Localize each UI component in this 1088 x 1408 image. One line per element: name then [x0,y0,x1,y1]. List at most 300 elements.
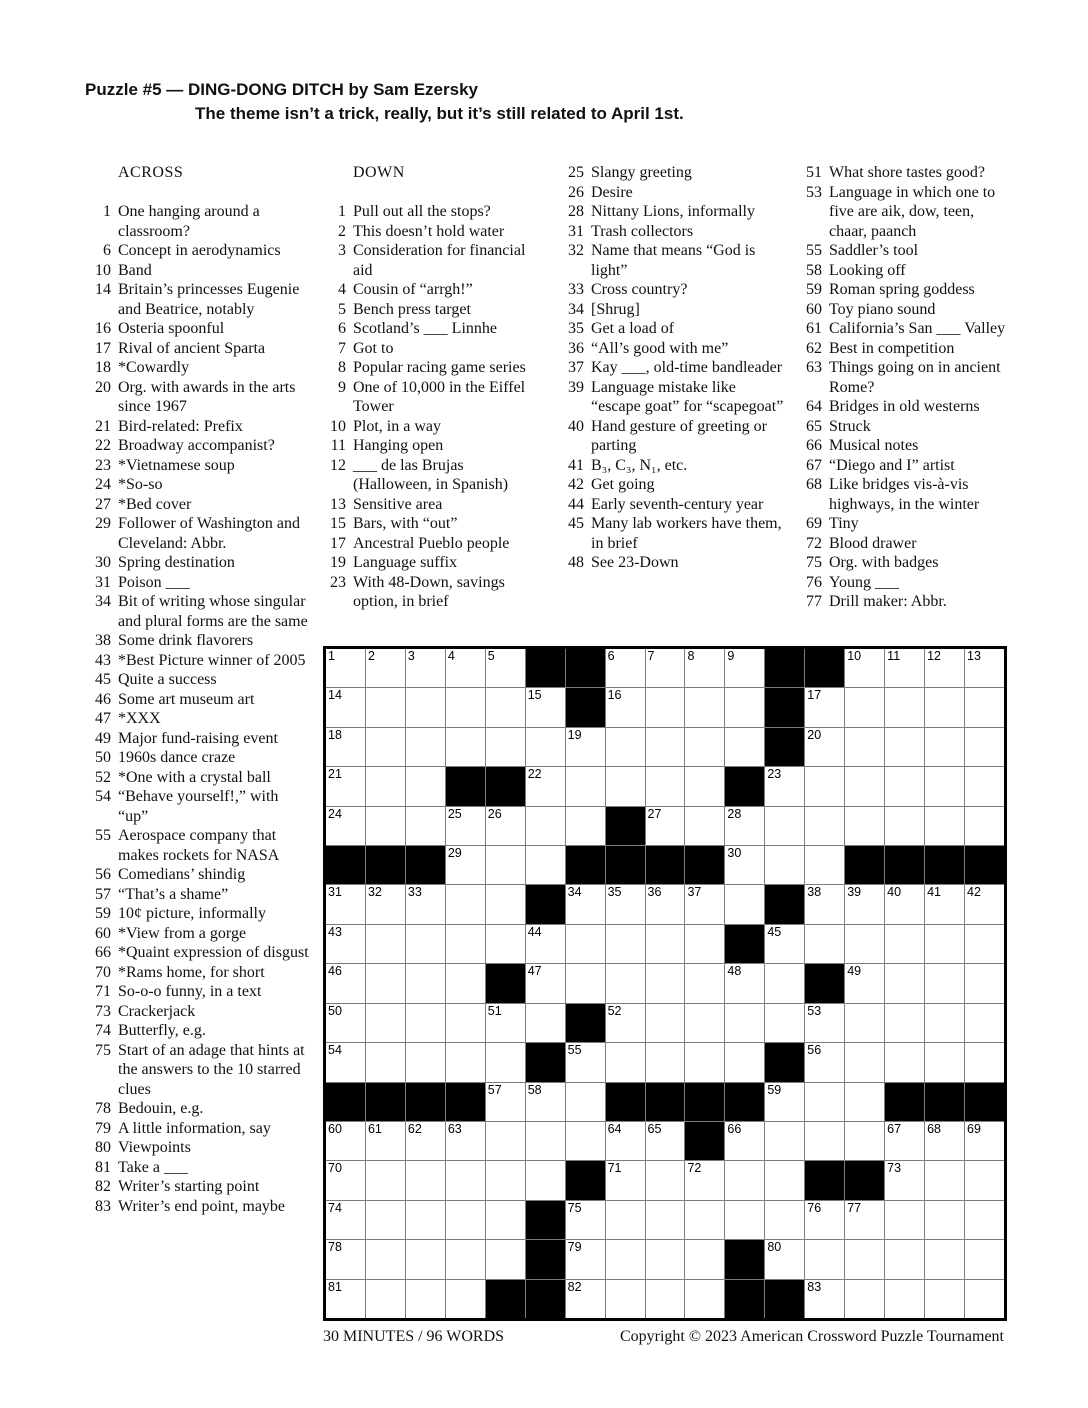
grid-cell [326,807,365,845]
clue-item [796,592,1010,612]
grid-cell-number: 46 [328,964,342,979]
grid-cell [965,1280,1004,1318]
grid-cell [765,1201,804,1239]
grid-cell [366,807,405,845]
grid-cell [725,1122,764,1160]
grid-cell-number: 69 [967,1121,981,1136]
grid-cell [925,1122,964,1160]
clue-number: 40 [568,417,584,435]
clue-number: 34 [95,593,111,610]
grid-cell [765,1240,804,1278]
clue-text: Quite a success [118,671,217,688]
clue-text: Get a load of [591,320,675,337]
grid-cell-number: 83 [807,1279,822,1294]
clue-text: *Vietnamese soup [118,456,235,474]
clue-text: What shore tastes good? [829,164,985,181]
clue-number: 55 [806,242,822,259]
clue-number: 32 [568,242,584,259]
grid-cell-number: 6 [607,649,615,663]
clue-text: Writer’s end point, maybe [118,1197,286,1215]
clue-number: 22 [95,437,111,454]
clue-number: 24 [95,476,111,493]
clue-item [320,514,542,534]
clue-number: 42 [568,476,584,493]
grid-cell [685,885,724,923]
clue-item [558,280,788,300]
grid-cell [366,1240,405,1278]
clue-item [320,417,542,437]
grid-cell [606,1280,645,1318]
grid-cell-number: 80 [767,1240,782,1255]
grid-cell [845,1083,884,1121]
clue-item [558,339,788,359]
clue-text: Start of an adage that hints at the answers to the 10 starred clues [118,1041,305,1098]
grid-cell [326,1122,365,1160]
grid-cell-number: 30 [727,846,742,861]
puzzle-subtitle: The theme isn’t a trick, really, but it’s still related to April 1st. [195,104,684,123]
grid-cell [526,1083,565,1121]
grid-cell [925,728,964,766]
clue-text: *View from a gorge [118,924,247,942]
grid-cell-number: 60 [328,1121,342,1136]
clue-text: Desire [591,183,633,201]
clue-item [796,456,1010,476]
clue-text: *Cowardly [118,359,190,376]
clue-item [85,261,311,281]
grid-cell-number: 54 [328,1043,342,1058]
grid-cell [366,1280,405,1318]
clue-item [796,534,1010,554]
grid-cell [406,1043,445,1081]
grid-cell [805,807,844,845]
grid-cell [366,767,405,805]
clue-item [85,748,311,768]
clue-number: 49 [95,729,111,747]
grid-cell [566,1240,605,1278]
clue-item [85,378,311,417]
grid-cell-black [526,1043,565,1081]
grid-cell-number: 37 [687,885,702,900]
grid-cell [366,1004,405,1042]
grid-cell [406,1122,445,1160]
grid-cell-number: 7 [647,649,655,663]
clue-text: Comedians’ shindig [118,866,246,883]
grid-cell-number: 66 [727,1121,742,1136]
clue-text: Broadway accompanist? [118,437,275,454]
clue-number: 75 [806,554,822,571]
grid-cell [925,649,964,687]
grid-cell-number: 53 [807,1003,822,1018]
grid-cell [685,649,724,687]
clue-number: 60 [95,924,111,942]
grid-cell [566,767,605,805]
clue-number: 8 [338,359,346,376]
clue-number: 81 [95,1158,111,1176]
grid-cell-number: 23 [767,767,782,782]
clue-text: One hanging around a classroom? [118,203,260,240]
grid-cell [566,1083,605,1121]
clue-item [85,904,311,924]
clue-number: 60 [806,300,822,318]
clue-text: One of 10,000 in the Eiffel Tower [353,378,526,415]
grid-cell-number: 68 [927,1121,942,1136]
clue-number: 18 [95,359,111,376]
clue-item [796,358,1010,397]
grid-cell-number: 35 [607,885,622,900]
grid-cell [486,846,525,884]
grid-cell [646,885,685,923]
grid-cell-black [765,885,804,923]
grid-cell [406,649,445,687]
grid-cell-black [486,1280,525,1318]
grid-cell-black [925,1083,964,1121]
grid-cell [685,964,724,1002]
grid-cell [765,767,804,805]
grid-cell-black [606,807,645,845]
grid-cell [805,885,844,923]
grid-cell [486,885,525,923]
grid-cell [845,925,884,963]
grid-cell-number: 10 [847,649,862,663]
grid-cell [526,925,565,963]
grid-cell [925,1043,964,1081]
clue-number: 23 [330,573,346,591]
grid-cell [606,1201,645,1239]
grid-cell [685,728,724,766]
clue-text: *So-so [118,476,163,493]
grid-cell [885,1280,924,1318]
clue-number: 17 [330,534,346,552]
clue-text: Drill maker: Abbr. [829,593,947,610]
grid-cell [486,688,525,726]
grid-cell-black [526,885,565,923]
clue-item [85,709,311,729]
clue-text: Butterfly, e.g. [118,1022,206,1039]
grid-cell [526,1122,565,1160]
grid-cell [885,649,924,687]
grid-cell-number: 22 [527,767,542,782]
grid-cell-number: 38 [807,885,822,900]
grid-cell [725,807,764,845]
clue-text: Bridges in old westerns [829,398,980,415]
grid-cell [486,1240,525,1278]
grid-cell-number: 32 [367,885,382,900]
grid-cell [406,1240,445,1278]
grid-cell-black [885,846,924,884]
clue-item [85,826,311,865]
grid-cell [606,885,645,923]
grid-cell [446,1043,485,1081]
grid-cell [606,964,645,1002]
grid-cell [965,688,1004,726]
grid-cell [725,688,764,726]
clue-text: California’s San ___ Valley [829,320,1006,337]
grid-cell-number: 24 [328,806,342,821]
clue-number: 80 [95,1139,111,1156]
grid-cell-number: 39 [847,885,862,900]
clue-text: Blood drawer [829,534,917,552]
clue-number: 53 [806,183,822,201]
grid-cell [925,807,964,845]
grid-cell [486,925,525,963]
grid-cell [646,1004,685,1042]
grid-cell [845,728,884,766]
clue-number: 11 [330,437,346,454]
grid-cell-black [566,846,605,884]
grid-cell-number: 73 [887,1161,902,1176]
grid-cell-number: 75 [567,1200,582,1215]
clue-item [558,378,788,417]
clue-item [85,670,311,690]
clue-item [320,456,542,495]
grid-cell [486,1161,525,1199]
clue-item [85,943,311,963]
grid-cell-black [526,1280,565,1318]
grid-cell [326,1161,365,1199]
grid-cell [646,688,685,726]
clue-text: Tiny [829,515,859,532]
clue-item [85,553,311,573]
grid-cell-number: 61 [367,1121,382,1136]
grid-cell-number: 48 [727,964,742,979]
grid-cell [725,728,764,766]
grid-cell-number: 78 [328,1240,342,1255]
clue-text: Writer’s starting point [118,1178,260,1195]
clue-number: 61 [806,320,822,337]
clue-number: 78 [95,1100,111,1117]
clue-item [796,553,1010,573]
grid-cell [566,1201,605,1239]
grid-cell-number: 12 [927,649,942,663]
grid-cell [765,1083,804,1121]
clue-text: Cross country? [591,281,688,298]
grid-cell [606,1161,645,1199]
clue-number: 66 [806,437,822,454]
clue-item [85,514,311,553]
clue-number: 36 [568,339,584,357]
clue-number: 67 [806,456,822,474]
grid-cell [526,1161,565,1199]
clue-text: “That’s a shame” [118,885,229,903]
grid-cell [526,767,565,805]
clue-item [85,1041,311,1100]
grid-cell [366,925,405,963]
grid-cell [965,1240,1004,1278]
grid-cell [765,1004,804,1042]
grid-cell-black [526,1240,565,1278]
grid-cell [486,807,525,845]
clue-number: 59 [806,281,822,298]
grid-cell [446,807,485,845]
clue-list-header: ACROSS [118,164,184,181]
grid-cell [725,964,764,1002]
grid-cell [446,649,485,687]
clue-list-header: DOWN [353,164,405,181]
clue-item [796,163,1010,183]
grid-cell [486,649,525,687]
grid-cell [606,925,645,963]
grid-cell [366,885,405,923]
clue-item [85,417,311,437]
grid-cell [446,964,485,1002]
grid-cell-black [965,846,1004,884]
grid-cell-black [326,1083,365,1121]
clue-item [796,475,1010,514]
grid-cell [845,1122,884,1160]
grid-cell [326,925,365,963]
clue-item [796,261,1010,281]
clue-item [796,319,1010,339]
clue-text: Nittany Lions, informally [591,203,755,220]
clue-text: Aerospace company that makes rockets for NASA [118,827,280,864]
clue-number: 62 [806,339,822,357]
clue-number: 50 [95,749,111,766]
grid-cell [965,1201,1004,1239]
clue-number: 70 [95,963,111,981]
grid-cell-number: 40 [887,885,902,900]
grid-cell [526,807,565,845]
grid-cell [725,1201,764,1239]
grid-cell-number: 64 [607,1121,622,1136]
clue-number: 72 [806,534,822,552]
grid-cell [366,1161,405,1199]
grid-cell [965,649,1004,687]
grid-cell [805,1043,844,1081]
clue-number: 2 [338,222,346,240]
grid-cell [845,1201,884,1239]
grid-cell [526,688,565,726]
clue-text: Struck [829,417,871,435]
grid-cell [566,728,605,766]
clue-item [85,495,311,515]
clue-number: 20 [95,378,111,396]
clue-text: Viewpoints [118,1139,191,1156]
clue-item [85,319,311,339]
grid-cell-number: 2 [367,649,375,663]
grid-cell [765,964,804,1002]
grid-cell [446,728,485,766]
grid-cell-number: 19 [567,727,582,742]
clue-number: 57 [95,885,111,903]
grid-cell-number: 49 [847,964,862,979]
grid-cell [885,728,924,766]
clue-number: 31 [568,222,584,240]
grid-cell-black [725,1083,764,1121]
grid-cell-number: 59 [767,1082,782,1097]
grid-cell-number: 79 [567,1240,582,1255]
grid-cell [725,1043,764,1081]
clue-number: 6 [103,242,111,259]
clue-item [320,534,542,554]
clue-text: Osteria spoonful [118,320,225,337]
clue-text: Language suffix [353,554,458,571]
grid-cell [526,964,565,1002]
grid-cell [925,1201,964,1239]
grid-cell-black [606,846,645,884]
clue-number: 76 [806,573,822,591]
grid-cell [805,688,844,726]
grid-cell-number: 3 [407,649,415,663]
grid-cell-number: 28 [727,806,742,821]
grid-cell [566,1043,605,1081]
clue-item [85,924,311,944]
clue-text: Pull out all the stops? [353,203,491,220]
clue-item [796,183,1010,242]
grid-cell-number: 15 [527,688,542,703]
grid-cell [446,1004,485,1042]
clue-text: *Bed cover [118,495,192,513]
clue-item [796,280,1010,300]
clue-text: Kay ___, old-time bandleader [591,359,783,376]
grid-cell-black [406,846,445,884]
grid-cell [486,1004,525,1042]
grid-cell [965,1004,1004,1042]
grid-cell [486,728,525,766]
grid-cell [685,1280,724,1318]
clue-number: 46 [95,690,111,708]
clue-item [85,1177,311,1197]
clue-text: Got to [353,339,394,357]
grid-cell [446,1240,485,1278]
clue-item [320,553,542,573]
clue-item [85,1021,311,1041]
grid-cell-number: 81 [328,1279,342,1294]
grid-cell-black [765,1280,804,1318]
clue-text: Get going [591,476,655,493]
grid-cell-number: 62 [407,1121,422,1136]
grid-cell [845,807,884,845]
grid-cell [805,767,844,805]
clue-number: 27 [95,495,111,513]
clue-number: 39 [568,378,584,396]
clue-number: 44 [568,495,584,513]
grid-cell [725,1161,764,1199]
crossword-grid [323,646,1007,1321]
grid-cell [486,1043,525,1081]
grid-cell [406,688,445,726]
grid-cell [685,1240,724,1278]
grid-cell-black [725,767,764,805]
grid-cell-number: 34 [567,885,582,900]
clue-text: Take a ___ [118,1158,188,1176]
grid-cell-number: 70 [328,1161,342,1176]
grid-cell [765,1122,804,1160]
grid-cell [406,964,445,1002]
grid-cell-number: 41 [927,885,942,900]
clue-text: Some art museum art [118,690,255,708]
clue-text: Bars, with “out” [353,515,458,532]
grid-cell [805,1280,844,1318]
clue-text: Popular racing game series [353,359,526,376]
grid-cell [685,1004,724,1042]
grid-cell-number: 33 [407,885,422,900]
clue-text: Crackerjack [118,1002,196,1020]
clue-text: Musical notes [829,437,919,454]
grid-cell [406,1161,445,1199]
clue-number: 10 [330,417,346,435]
grid-cell-black [366,1083,405,1121]
clue-text: *One with a crystal ball [118,768,271,786]
clue-text: Ancestral Pueblo people [353,534,510,552]
grid-cell [366,964,405,1002]
clue-number: 30 [95,554,111,571]
clue-text: “Behave yourself!,” with “up” [118,788,279,825]
clue-item [85,241,311,261]
clue-number: 35 [568,320,584,337]
grid-cell-number: 52 [607,1003,622,1018]
clue-number: 9 [338,378,346,396]
grid-cell-black [765,649,804,687]
